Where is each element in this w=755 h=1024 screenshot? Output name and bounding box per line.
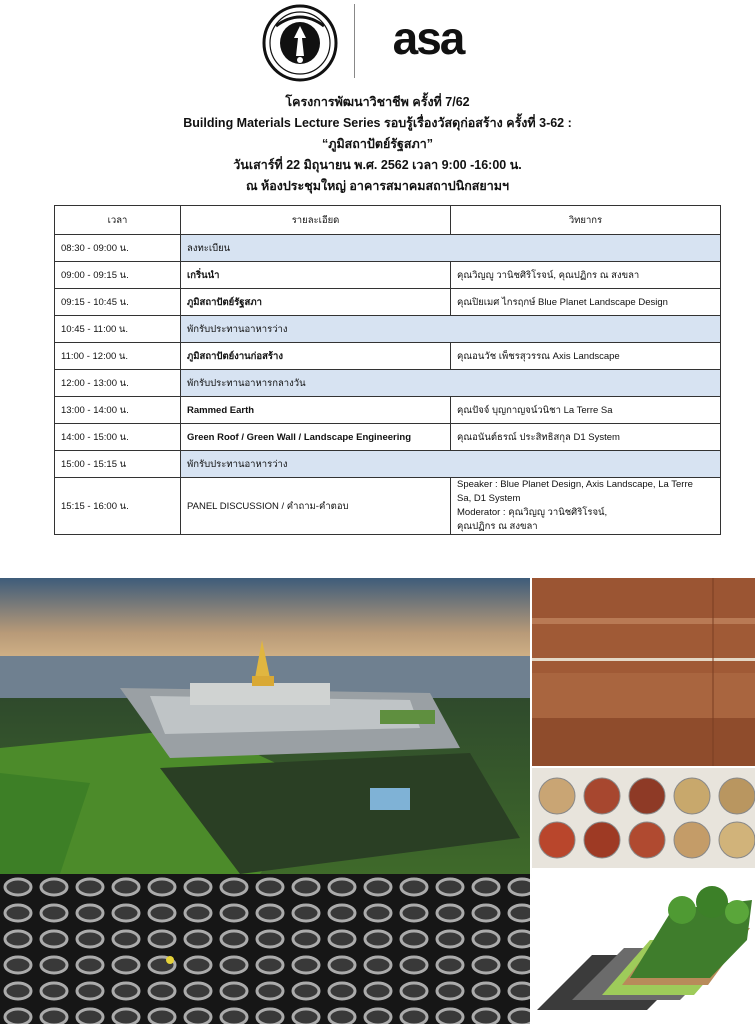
row-time: 15:15 - 16:00 น. [55, 478, 181, 535]
row-detail: พักรับประทานอาหารกลางวัน [181, 370, 721, 397]
table-row [55, 397, 721, 424]
row-speaker: คุณอนันต์ธรณ์ ประสิทธิสกุล D1 System [451, 424, 721, 451]
table-header-row [55, 206, 721, 235]
green-roof-section-photo [532, 870, 755, 1024]
event-header [0, 92, 755, 197]
row-time: 09:15 - 10:45 น. [55, 289, 181, 316]
series-title: Building Materials Lecture Series รอบรู้เรื่องวัสดุก่อสร้าง ครั้งที่ 3-62 : [183, 116, 572, 130]
header-time: เวลา [55, 206, 181, 235]
row-detail: เกริ่นนำ [181, 262, 451, 289]
panel-speaker-line: Sa, D1 System [457, 493, 521, 504]
event-venue: ณ ห้องประชุมใหญ่ อาคารสมาคมสถาปนิกสยามฯ [245, 179, 510, 193]
table-row [55, 343, 721, 370]
siamese-architects-seal-logo [262, 4, 338, 82]
program-title: โครงการพัฒนาวิชาชีพ ครั้งที่ 7/62 [285, 95, 470, 109]
row-speaker: คุณปิยเมศ ไกรฤกษ์ Blue Planet Landscape Design [451, 289, 721, 316]
event-date: วันเสาร์ที่ 22 มิถุนายน พ.ศ. 2562 เวลา 9:00 -16:00 น. [233, 158, 522, 172]
row-time: 15:00 - 15:15 น [55, 451, 181, 478]
row-detail: Rammed Earth [181, 397, 451, 424]
row-detail: พักรับประทานอาหารว่าง [181, 316, 721, 343]
table-row [55, 370, 721, 397]
table-row [55, 289, 721, 316]
row-detail: ลงทะเบียน [181, 235, 721, 262]
table-row [55, 316, 721, 343]
table-row [55, 478, 721, 535]
rammed-earth-wall-photo [532, 578, 755, 766]
row-detail: Green Roof / Green Wall / Landscape Engineering [181, 424, 451, 451]
row-time: 11:00 - 12:00 น. [55, 343, 181, 370]
geocell-grid-photo [0, 874, 530, 1024]
row-time: 12:00 - 13:00 น. [55, 370, 181, 397]
header-detail: รายละเอียด [181, 206, 451, 235]
logo-divider [354, 4, 355, 78]
row-detail: PANEL DISCUSSION / คำถาม-คำตอบ [181, 478, 451, 535]
table-row [55, 235, 721, 262]
row-time: 10:45 - 11:00 น. [55, 316, 181, 343]
row-time: 09:00 - 09:15 น. [55, 262, 181, 289]
row-detail: พักรับประทานอาหารว่าง [181, 451, 721, 478]
header-speaker: วิทยากร [451, 206, 721, 235]
row-speaker: คุณวิญญู วานิชศิริโรจน์, คุณปฏิกร ณ สงขลา [451, 262, 721, 289]
parliament-landscape-photo [0, 578, 530, 874]
row-detail: ภูมิสถาปัตย์รัฐสภา [181, 289, 451, 316]
table-row [55, 451, 721, 478]
table-row [55, 424, 721, 451]
row-time: 08:30 - 09:00 น. [55, 235, 181, 262]
svg-text:asa: asa [392, 14, 464, 64]
table-row [55, 262, 721, 289]
soil-samples-photo [532, 768, 755, 868]
asa-logo [366, 14, 490, 66]
row-time: 14:00 - 15:00 น. [55, 424, 181, 451]
row-speaker [451, 478, 721, 535]
schedule-table [54, 205, 721, 535]
panel-speaker-line: Speaker : Blue Planet Design, Axis Landscape, La Terre [457, 479, 693, 490]
row-detail: ภูมิสถาปัตย์งานก่อสร้าง [181, 343, 451, 370]
row-time: 13:00 - 14:00 น. [55, 397, 181, 424]
panel-speaker-line: Moderator : คุณวิญญู วานิชศิริโรจน์, [457, 507, 608, 518]
row-speaker: คุณอนวัช เพ็ชรสุวรรณ Axis Landscape [451, 343, 721, 370]
logo-row [0, 0, 755, 88]
panel-speaker-line: คุณปฏิกร ณ สงขลา [457, 521, 538, 532]
event-title: “ภูมิสถาปัตย์รัฐสภา” [321, 137, 434, 151]
row-speaker: คุณปัจจ์ บุญกาญจน์วนิชา La Terre Sa [451, 397, 721, 424]
